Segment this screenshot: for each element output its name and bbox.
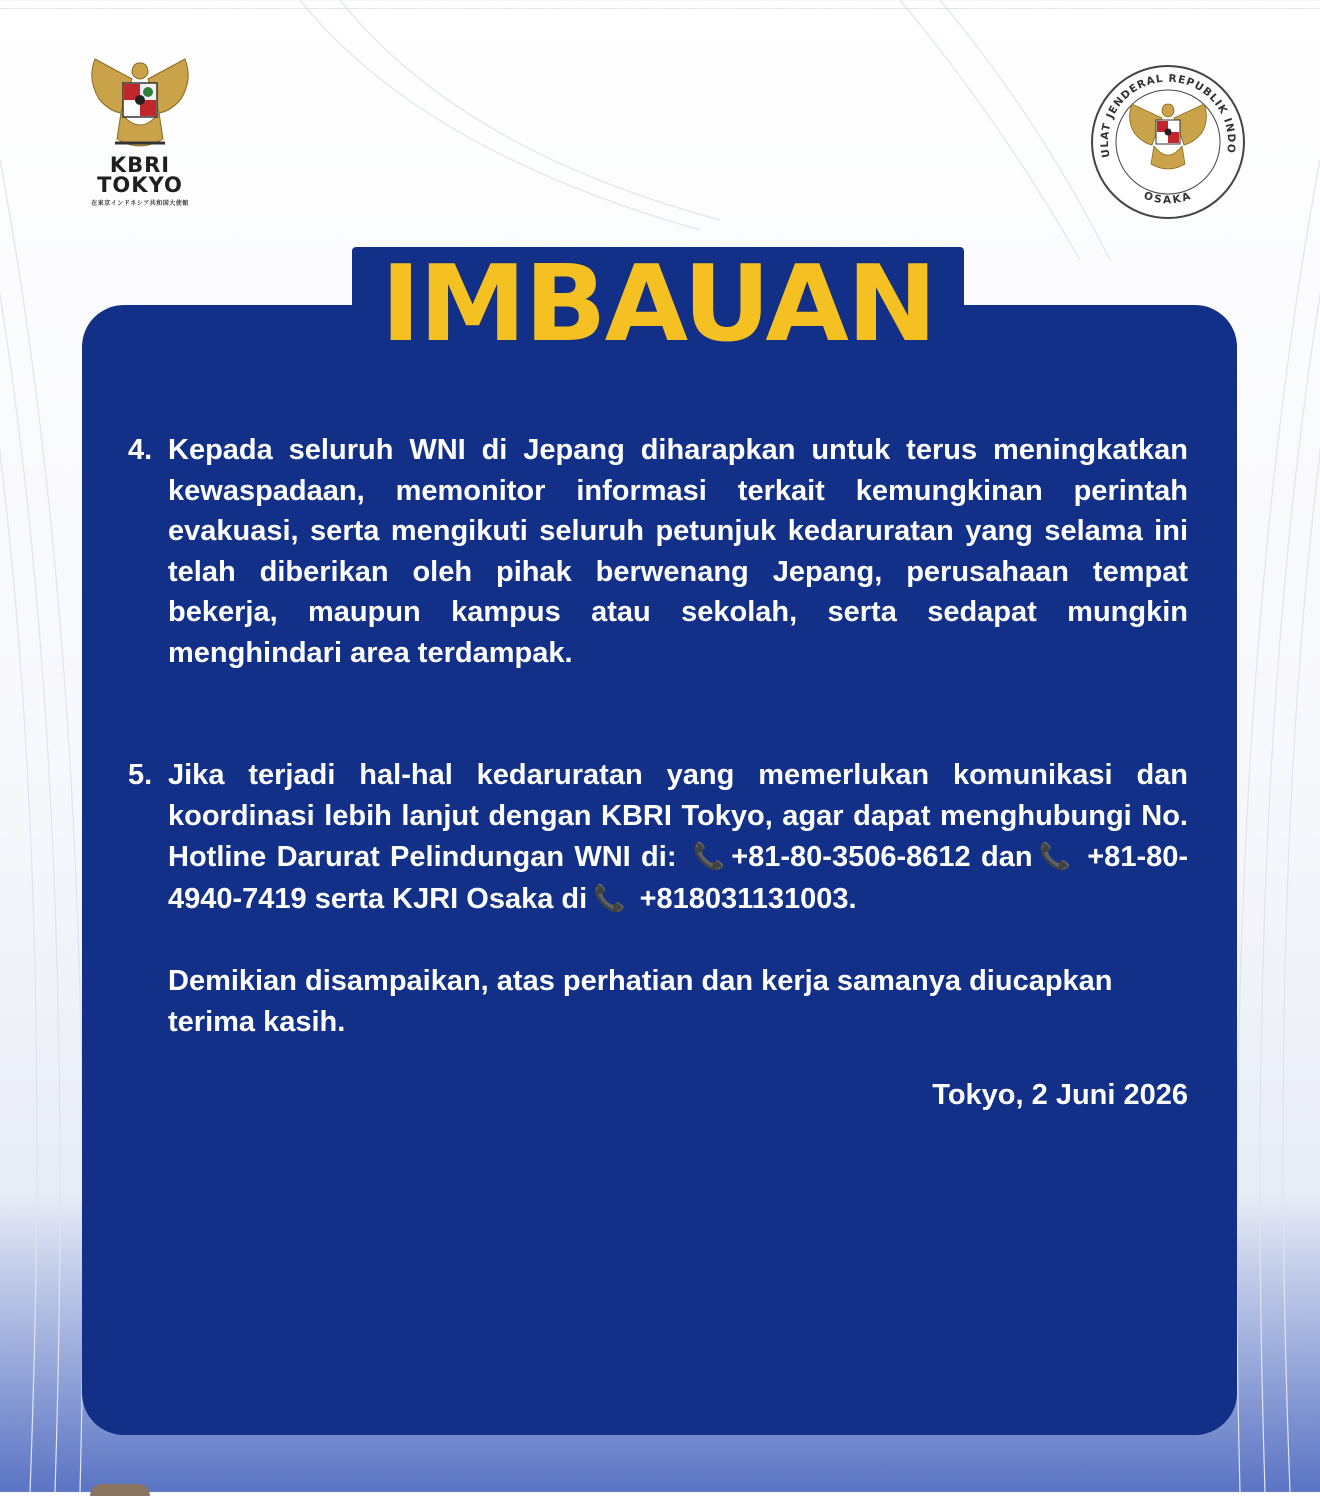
- garuda-emblem-icon: [85, 55, 195, 155]
- seal-ring-bottom: OSAKA: [1142, 189, 1194, 207]
- phone-icon: 📞: [593, 882, 626, 913]
- phone-icon: 📞: [1038, 841, 1071, 871]
- hotline-number-1[interactable]: +81-80-3506-8612: [731, 841, 971, 873]
- item-text: [168, 755, 1188, 919]
- announcement-body: [128, 430, 1188, 1042]
- conjunction: dan: [980, 841, 1033, 873]
- closing-text: Demikian disampaikan, atas perhatian dan kerja samanya diucapkan terima kasih.: [168, 965, 1113, 1038]
- kbri-logo-subtitle: 在東京インドネシア共和国大使館: [91, 201, 189, 207]
- item-number: 4.: [128, 434, 153, 466]
- seal-ring-top: ULAT JENDERAL REPUBLIK INDO: [1098, 72, 1238, 159]
- kjri-osaka-number[interactable]: +818031131003.: [639, 882, 857, 915]
- page-title: IMBAUAN: [380, 243, 936, 366]
- kbri-logo-line1: KBRI: [109, 153, 171, 177]
- kjri-osaka-seal: [1088, 62, 1248, 222]
- item-text: Kepada seluruh WNI di Jepang diharapkan untuk terus meningkatkan kewaspadaan, memonitor informasi terkait kemungkinan perintah evakuasi, serta mengikuti seluruh petunjuk kedaruratan yang selama ini telah diberikan oleh pihak berwenang Jepang, perusahaan tempat bekerja, maupun kampus atau sekolah, serta sedapat mungkin menghindari area terdampak.: [168, 434, 1188, 669]
- item-number: 5.: [128, 759, 153, 791]
- item-text-part1: Jika terjadi hal-hal kedaruratan yang memerlukan komunikasi dan koordinasi lebih lanjut dengan KBRI Tokyo, agar dapat menghubungi No. Hotline Darurat Pelindungan WNI di:: [168, 759, 1188, 873]
- kbri-logo-line2: TOKYO: [97, 173, 183, 197]
- list-item-5: [128, 755, 1188, 919]
- kbri-tokyo-logo: [80, 55, 200, 215]
- avatar: [90, 1484, 150, 1496]
- hotline-number-2[interactable]: +81-80-4940-7419: [168, 841, 1189, 915]
- item-text-part2: serta KJRI Osaka di: [314, 882, 588, 915]
- place-date: Tokyo, 2 Juni 2026: [932, 1079, 1188, 1111]
- top-divider: [0, 8, 1320, 9]
- phone-icon: 📞: [692, 841, 726, 871]
- list-item-4: [128, 430, 1188, 673]
